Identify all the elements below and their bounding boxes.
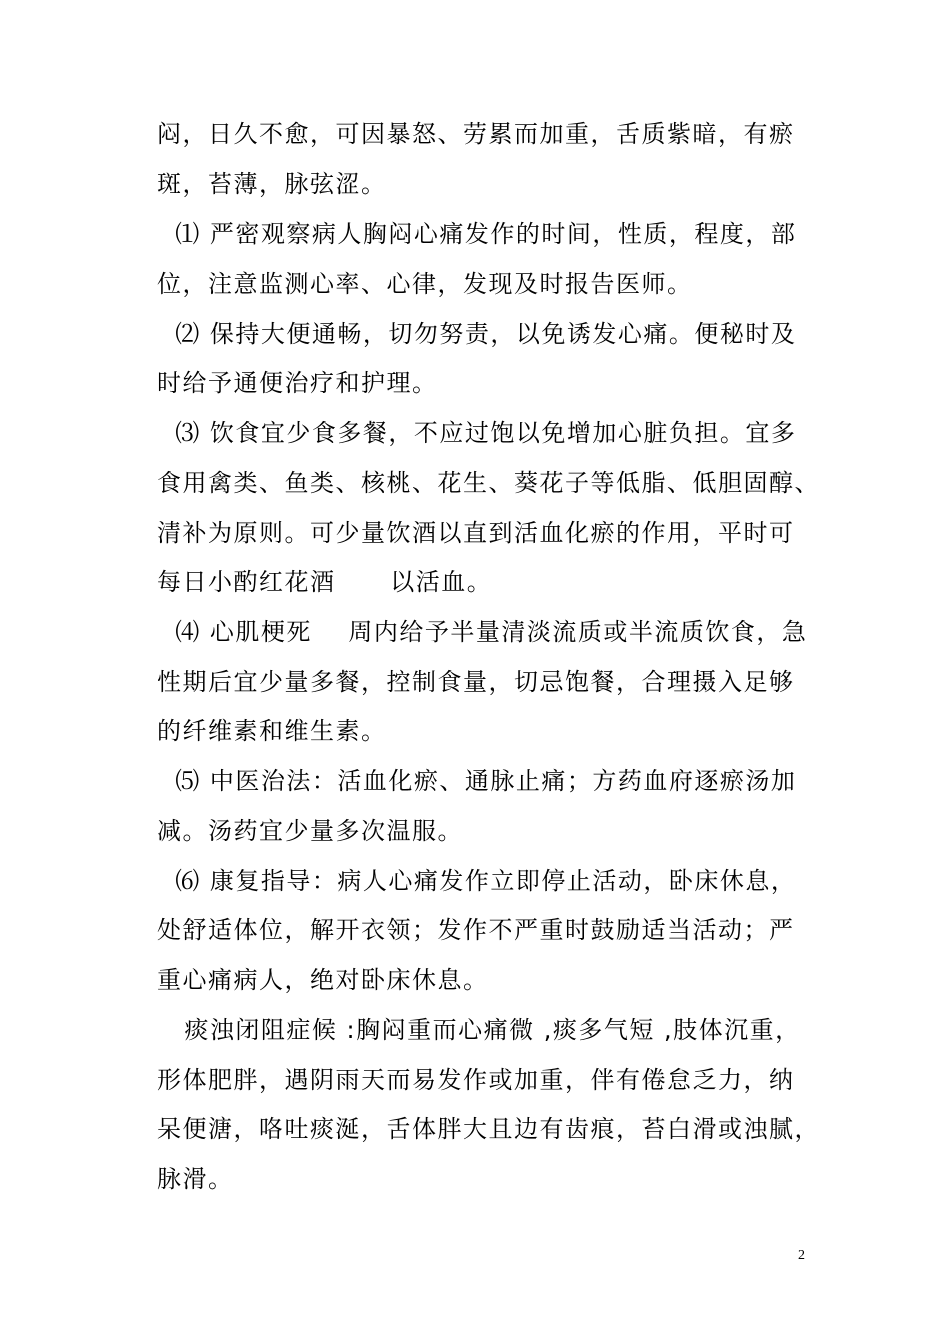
text-line: 闷，日久不愈，可因暴怒、劳累而加重，舌质紫暗，有瘀 (157, 120, 795, 148)
text-line: 位，注意监测心率、心律，发现及时报告医师。 (157, 270, 693, 298)
text-line: 的纤维素和维生素。 (157, 717, 387, 745)
text-line: 食用禽类、鱼类、核桃、花生、葵花子等低脂、低胆固醇、 (157, 469, 820, 497)
text-line: 脉滑。 (157, 1165, 234, 1193)
text-line: 斑，苔薄，脉弦涩。 (157, 170, 387, 198)
text-line: 重心痛病人，绝对卧床休息。 (157, 966, 489, 994)
text-line: 减。汤药宜少量多次温服。 (157, 817, 463, 845)
text-line: ⑸ 中医治法：活血化瘀、通脉止痛；方药血府逐瘀汤加 (157, 767, 797, 795)
text-line: 时给予通便治疗和护理。 (157, 369, 438, 397)
page-number: 2 (798, 1248, 805, 1263)
text-line: 痰浊闭阻症候 :胸闷重而心痛微 ,痰多气短 ,肢体沉重， (157, 1016, 801, 1044)
text-line: 清补为原则。可少量饮酒以直到活血化瘀的作用，平时可 (157, 519, 795, 547)
text-line: ⑴ 严密观察病人胸闷心痛发作的时间，性质，程度，部 (157, 220, 797, 248)
text-line: 呆便溏，咯吐痰涎，舌体胖大且边有齿痕，苔白滑或浊腻， (157, 1115, 820, 1143)
text-line: ⑶ 饮食宜少食多餐，不应过饱以免增加心脏负担。宜多 (157, 419, 797, 447)
text-line: 性期后宜少量多餐，控制食量，切忌饱餐，合理摄入足够 (157, 668, 795, 696)
text-line: 每日小酌红花酒 以活血。 (157, 568, 493, 596)
text-line: ⑵ 保持大便通畅，切勿努责，以免诱发心痛。便秘时及 (157, 320, 797, 348)
text-line: 形体肥胖，遇阴雨天而易发作或加重，伴有倦怠乏力，纳 (157, 1066, 795, 1094)
text-line: ⑷ 心肌梗死 周内给予半量清淡流质或半流质饮食，急 (157, 618, 808, 646)
text-line: ⑹ 康复指导：病人心痛发作立即停止活动，卧床休息， (157, 867, 797, 895)
text-line: 处舒适体位，解开衣领；发作不严重时鼓励适当活动；严 (157, 916, 795, 944)
